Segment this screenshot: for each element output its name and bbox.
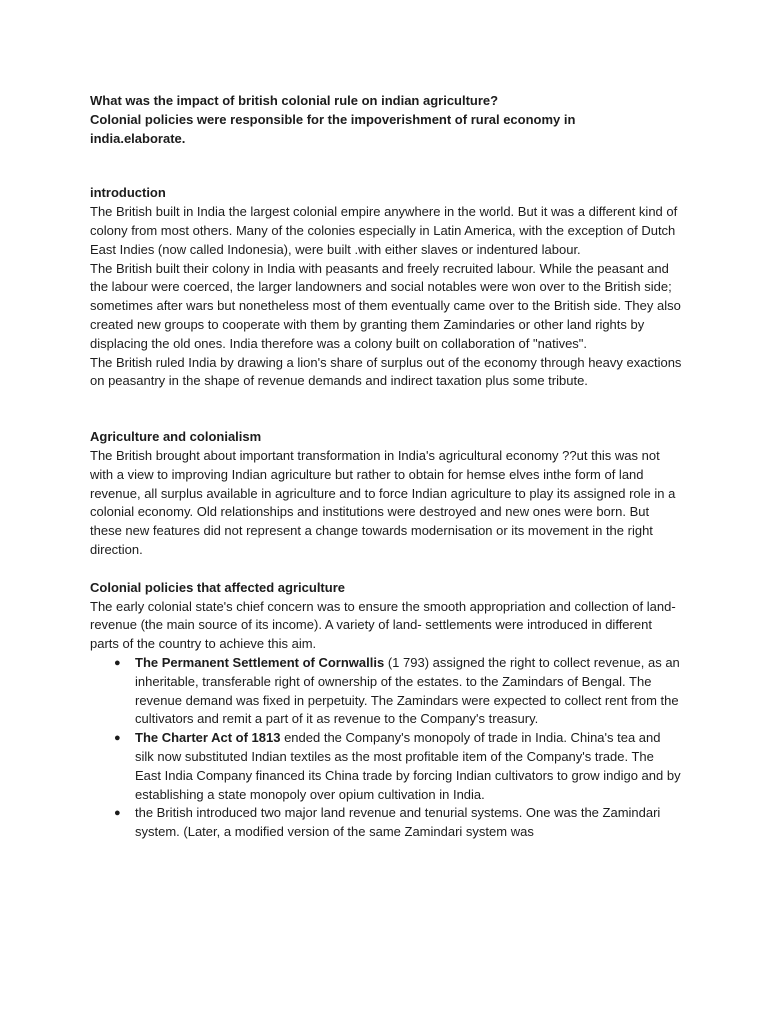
list-item-text: the British introduced two major land revenue and tenurial systems. One was the Zamindari system. (Later, a modified version of the same Zamindari system was bbox=[135, 805, 661, 840]
agriculture-section bbox=[90, 428, 682, 560]
list-item bbox=[90, 729, 682, 804]
policies-section bbox=[90, 579, 682, 842]
list-item bbox=[90, 654, 682, 729]
list-item bbox=[90, 804, 682, 842]
list-item-bold: The Charter Act of 1813 bbox=[135, 730, 281, 746]
paragraph: The British built their colony in India with peasants and freely recruited labour. While the peasant and the labour were coerced, the larger landowners and social notables were won over to the British side; sometimes after wars but nonetheless most of them eventually came over to the British side. They also created new groups to cooperate with them by granting them Zamindaries or other land rights by displacing the old ones. India therefore was a colony built on collaboration of "natives". bbox=[90, 260, 681, 351]
paragraph: The early colonial state's chief concern was to ensure the smooth appropriation and collection of land-revenue (the main source of its income). A variety of land- settlements were introduced in different parts of the country to achieve this aim. bbox=[90, 598, 676, 652]
document-content bbox=[90, 92, 682, 842]
policies-heading: Colonial policies that affected agriculture bbox=[90, 579, 345, 595]
paragraph: The British brought about important transformation in India's agricultural economy ??ut this was not with a view to improving Indian agriculture but rather to obtain for hemse elves inthe form of land revenue, all surplus available in agriculture and to force Indian agriculture to play its assigned role in a colonial economy. Old relationships and institutions were destroyed and new ones were born. But these new features did not represent a change towards modernisation or its movement in the right direction. bbox=[90, 447, 676, 557]
paragraph: The British built in India the largest colonial empire anywhere in the world. But it was a different kind of colony from most others. Many of the colonies especially in Latin America, with the exception of Dutch East Indies (now called Indonesia), were built .with either slaves or indentured labour. bbox=[90, 204, 678, 257]
bullet-icon: ● bbox=[114, 807, 121, 820]
bullet-icon: ● bbox=[114, 656, 121, 669]
paragraph: The British ruled India by drawing a lion's share of surplus out of the economy through heavy exactions on peasantry in the shape of revenue demands and indirect taxation plus some tribute. bbox=[90, 354, 682, 389]
bullet-icon: ● bbox=[114, 732, 121, 745]
title-line: india.elaborate. bbox=[90, 130, 186, 146]
introduction-section bbox=[90, 184, 682, 391]
list-item-text: (1 793) assigned the right to collect revenue, as an inheritable, transferable right of ownership of the estates. to the Zamindars of Bengal. The revenue demand was fixed in perpetuity. The Zamindars were expected to collect rent from the cultivators and remit a part of it as revenue to the Company's treasury. bbox=[135, 654, 680, 727]
list-item-text: ended the Company's monopoly of trade in India. China's tea and silk now substituted Indian textiles as the most profitable item of the Company's trade. The East India Company financed its China trade by forcing Indian cultivators to grow indigo and by establishing a state monopoly over opium cultivation in India. bbox=[135, 730, 681, 802]
policies-list bbox=[90, 654, 682, 842]
list-item-bold: The Permanent Settlement of Cornwallis bbox=[135, 654, 385, 670]
question-title bbox=[90, 92, 682, 148]
title-line: Colonial policies were responsible for the impoverishment of rural economy in bbox=[90, 111, 576, 127]
agriculture-heading: Agriculture and colonialism bbox=[90, 429, 262, 445]
title-line: What was the impact of british colonial rule on indian agriculture? bbox=[90, 93, 499, 108]
introduction-heading: introduction bbox=[90, 185, 166, 201]
